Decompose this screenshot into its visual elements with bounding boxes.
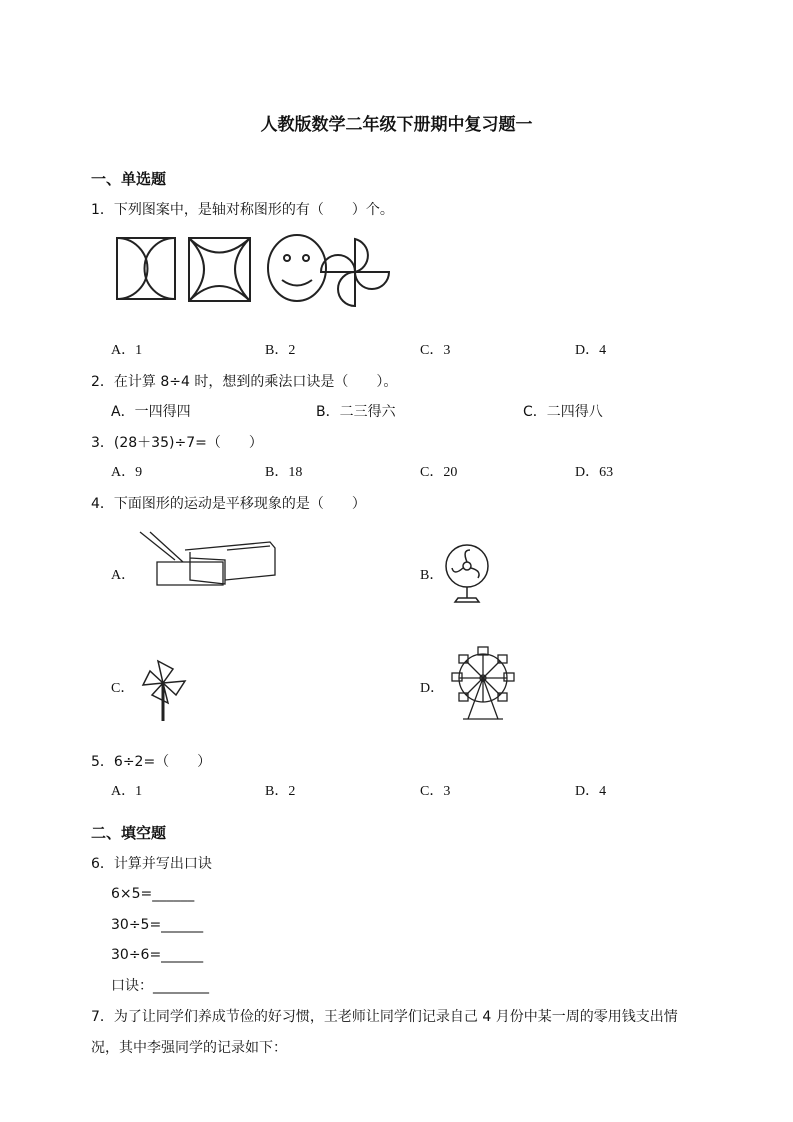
q5-option-b: B．2 (265, 784, 296, 799)
question-4: 4．下面图形的运动是平移现象的是（ ） (91, 496, 366, 512)
q1-option-a: A．1 (111, 343, 143, 358)
question-2: 2．在计算 8÷4 时，想到的乘法口诀是（ ）。 (91, 374, 398, 390)
q5-option-c: C．3 (420, 784, 451, 799)
q3-option-c: C．20 (420, 465, 458, 480)
pinwheel-image (138, 655, 193, 729)
fan-image (440, 538, 495, 612)
q3-option-a: A．9 (111, 465, 143, 480)
q1-option-b: B．2 (265, 343, 296, 358)
question-7: 7．为了让同学们养成节俭的好习惯，王老师让同学们记录自己 4 月份中某一周的零用钱支出情 (91, 1009, 678, 1025)
q2-option-b: B．二三得六 (316, 404, 396, 420)
section-heading: 一、单选题 (91, 170, 167, 188)
q3-option-d: D．63 (575, 465, 614, 480)
q4-option-a: A． (111, 568, 136, 583)
q4-option-b: B． (420, 568, 444, 583)
q1-option-c: C．3 (420, 343, 451, 358)
drawer-image (135, 530, 280, 604)
section-heading: 二、填空题 (91, 824, 167, 842)
page-title: 人教版数学二年级下册期中复习题一 (260, 115, 533, 135)
fill-blank[interactable]: 30÷5=______ (111, 917, 204, 933)
ferris-wheel-image (448, 643, 518, 727)
question-1: 1．下列图案中，是轴对称图形的有（ ）个。 (91, 202, 394, 218)
q1-option-d: D．4 (575, 343, 607, 358)
q5-option-d: D．4 (575, 784, 607, 799)
question-6: 6．计算并写出口诀 (91, 856, 212, 872)
question-7-cont: 况，其中李强同学的记录如下： (91, 1040, 287, 1056)
question-3: 3．(28＋35)÷7=（ ） (91, 435, 263, 451)
fill-blank[interactable]: 口诀：________ (111, 978, 209, 994)
q2-option-a: A．一四得四 (111, 404, 191, 420)
q4-option-c: C． (111, 681, 135, 696)
q2-option-c: C．二四得八 (523, 404, 603, 420)
question-5: 5．6÷2=（ ） (91, 754, 212, 770)
q5-option-a: A．1 (111, 784, 143, 799)
fill-blank[interactable]: 30÷6=______ (111, 947, 204, 963)
fill-blank[interactable]: 6×5=______ (111, 886, 195, 902)
q4-option-d: D． (420, 681, 445, 696)
symmetry-figures (113, 233, 423, 317)
q3-option-b: B．18 (265, 465, 303, 480)
